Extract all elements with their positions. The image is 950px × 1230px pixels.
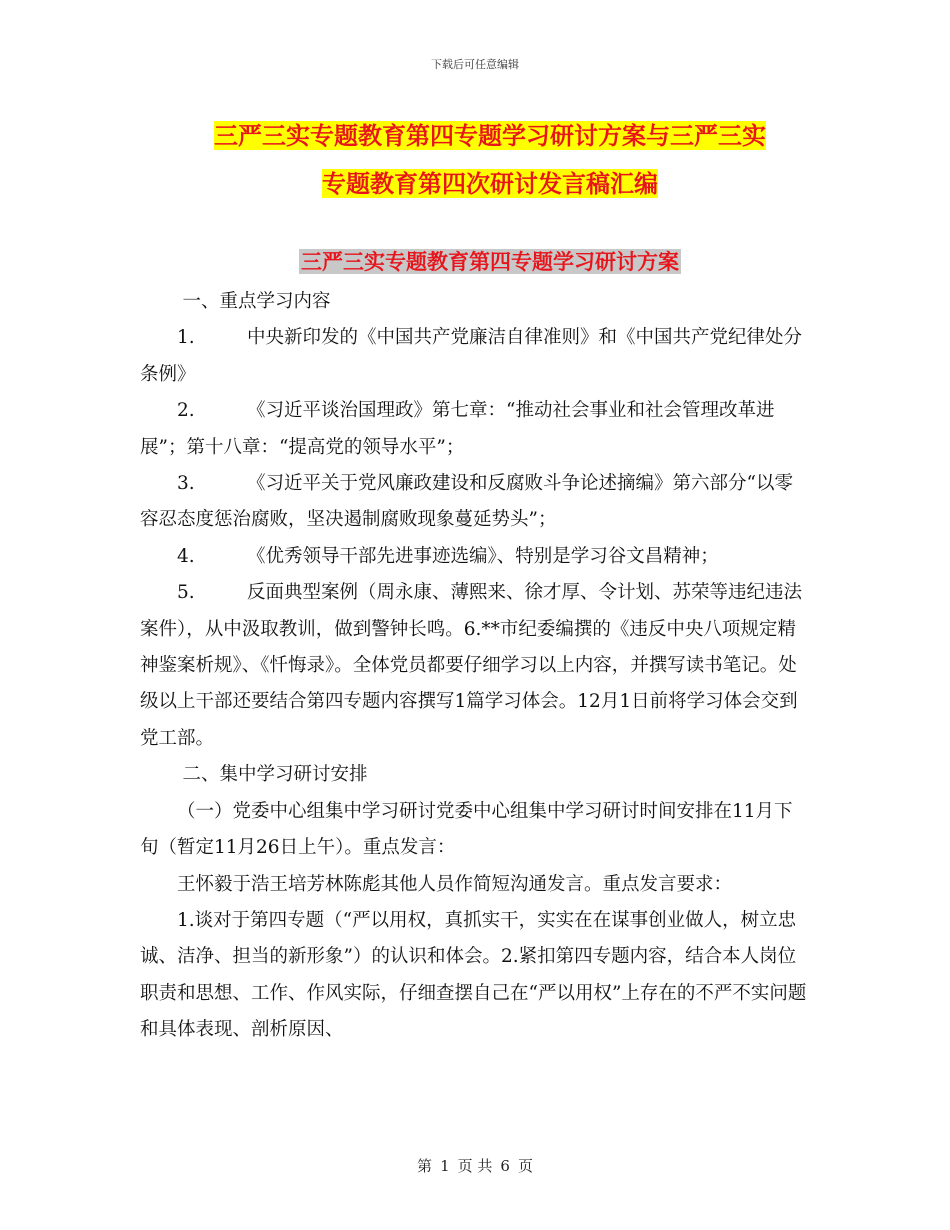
document-title: [140, 112, 840, 208]
list-item-number: 2.: [177, 400, 195, 422]
list-item: [140, 539, 810, 575]
section-heading: [140, 246, 840, 276]
list-item-text: 《习近平谈治国理政》第七章：“推动社会事业和社会管理改革进展”；第十八章：“提高党的领导水平”；: [140, 400, 775, 458]
heading-key-content: 一、重点学习内容: [182, 291, 331, 312]
list-item-number: 5.: [177, 582, 195, 604]
list-item: [140, 393, 810, 466]
list-item-number: 4.: [177, 545, 195, 567]
list-item: [140, 466, 810, 539]
page-header-note: 下载后可任意编辑: [431, 58, 519, 71]
section-heading-text: 三严三实专题教育第四专题学习研讨方案: [301, 249, 679, 274]
list-item-number: 3.: [177, 473, 195, 495]
paragraph: 1.谈对于第四专题（“严以用权，真抓实干，实实在在谋事创业做人，树立忠诚、洁净、担当的新形象”）的认识和体会。2.紧扣第四专题内容，结合本人岗位职责和思想、工作、作风实际，仔细查摆自己在“严以用权”上存在的不严不实问题和具体表现、剖析原因、: [140, 909, 807, 1041]
list-item-text: 《习近平关于党风廉政建设和反腐败斗争论述摘编》第六部分“以零容忍态度惩治腐败，坚决遏制腐败现象蔓延势头”；: [140, 473, 793, 531]
page-number: 1: [440, 1157, 450, 1175]
page-footer: [0, 1155, 950, 1176]
footer-mid: 页 共: [457, 1157, 493, 1175]
list-item-text: 《优秀领导干部先进事迹选编》、特别是学习谷文昌精神；: [247, 545, 719, 567]
list-item-text: 反面典型案例（周永康、薄熙来、徐才厚、令计划、苏荣等违纪违法案件），从中汲取教训，做到警钟长鸣。6.**市纪委编撰的《违反中央八项规定精神鉴案析规》、《忏悔录》。全体党员都要仔细学习以上内容，并撰写读书笔记。处级以上干部还要结合第四专题内容撰写1篇学习体会。12月1日前将学习体会交到党工部。: [140, 582, 803, 749]
title-line-1: 三严三实专题教育第四专题学习研讨方案与三严三实: [214, 121, 766, 150]
list-item-number: 1.: [177, 327, 195, 349]
document-body: [140, 284, 810, 1049]
paragraph: 王怀毅于浩王培芳林陈彪其他人员作简短沟通发言。重点发言要求：: [177, 873, 733, 895]
paragraph: （一）党委中心组集中学习研讨党委中心组集中学习研讨时间安排在11月下旬（暂定11月26日上午）。重点发言：: [140, 800, 793, 859]
footer-suffix: 页: [517, 1157, 533, 1175]
title-line-2: 专题教育第四次研讨发言稿汇编: [322, 169, 658, 198]
footer-prefix: 第: [417, 1157, 433, 1175]
heading-study-arrangement: 二、集中学习研讨安排: [182, 764, 368, 786]
list-item-text: 中央新印发的《中国共产党廉洁自律准则》和《中国共产党纪律处分条例》: [140, 327, 803, 385]
list-item: [140, 320, 810, 393]
page-total: 6: [500, 1157, 510, 1175]
list-item: [140, 575, 810, 757]
